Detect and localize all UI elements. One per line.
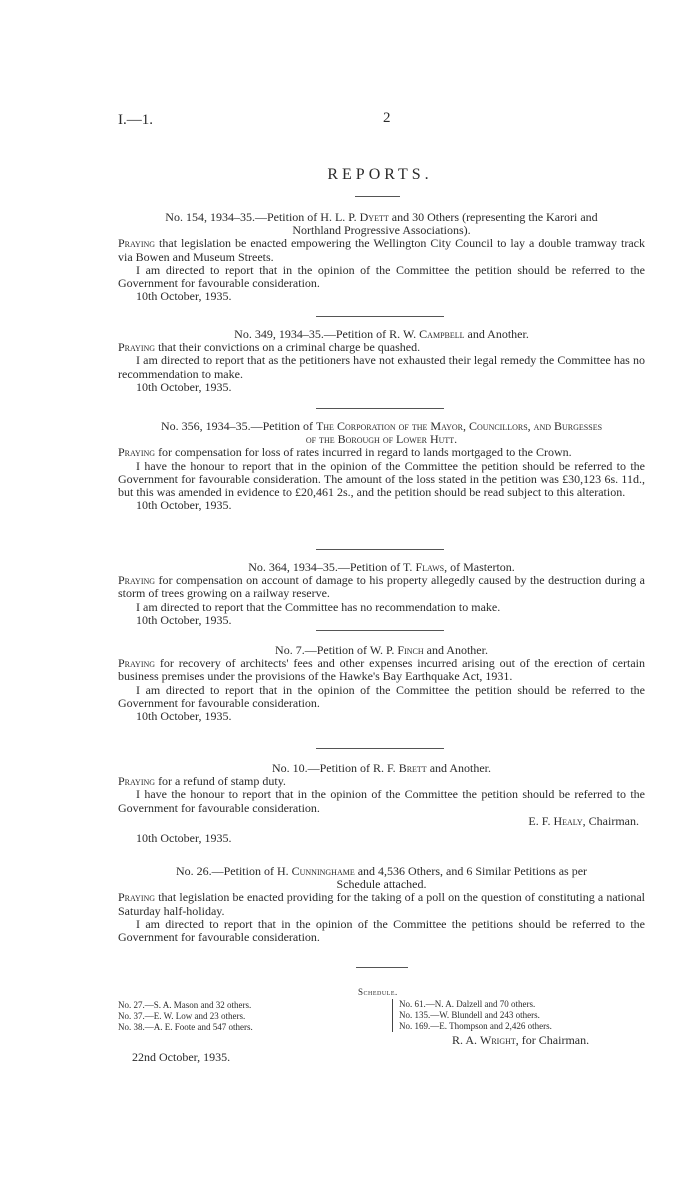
report-date: 10th October, 1935. [136, 831, 232, 846]
divider [355, 196, 400, 197]
petition-heading: No. 7.—Petition of W. P. Finch and Another. [275, 643, 488, 657]
schedule-date: 22nd October, 1935. [132, 1050, 231, 1064]
praying-text: Praying that legislation be enacted empowering the Wellington City Council to lay a double tramway track via Bowen and Museum Streets. [118, 236, 645, 264]
schedule-item: No. 61.—N. A. Dalzell and 70 others. [399, 999, 536, 1009]
petition-26 [118, 865, 645, 944]
divider [356, 967, 408, 968]
praying-text: Praying for recovery of architects' fees and other expenses incurred arising out of the erection of certain business premises under the provisions of the Hawke's Bay Earthquake Act, 1931. [118, 656, 645, 684]
schedule-item: No. 135.—W. Blundell and 243 others. [399, 1010, 540, 1020]
report-date: 10th October, 1935. [136, 289, 232, 304]
petition-364 [118, 561, 645, 627]
schedule-right-column [392, 999, 552, 1032]
divider [316, 748, 444, 749]
report-text: I am directed to report that in the opinion of the Committee the petition should be referred to the Government for favourable consideration. [118, 262, 645, 291]
petition-heading-cont: Schedule attached. [336, 877, 427, 892]
report-date: 10th October, 1935. [136, 612, 232, 627]
petition-154 [118, 211, 645, 303]
report-text: I am directed to report that as the petitioners have not exhausted their legal remedy the Committee has no recommendation to make. [118, 353, 645, 381]
report-date: 10th October, 1935. [136, 498, 232, 513]
page-title: REPORTS. [327, 166, 433, 183]
report-text: I am directed to report that in the opinion of the Committee the petition should be referred to the Government for favourable consideration. [118, 682, 645, 710]
praying-text: Praying for compensation on account of damage to his property allegedly caused by the destruction during a storm of trees growing on a railway reserve. [118, 573, 645, 601]
petition-heading: No. 10.—Petition of R. F. Brett and Another. [271, 761, 492, 775]
report-text: I am directed to report that in the opinion of the Committee the petitions should be referred to the Government for favourable consideration. [118, 916, 645, 945]
petition-356 [118, 420, 645, 512]
schedule-signature: R. A. Wright, for Chairman. [452, 1033, 590, 1047]
praying-text: Praying for a refund of stamp duty. [118, 774, 286, 789]
petition-heading: No. 26.—Petition of H. Cunninghame and 4,536 Others, and 6 Similar Petitions as per [175, 864, 588, 878]
chairman-signature: E. F. Healy, Chairman. [528, 813, 639, 828]
petition-heading-cont: of the Borough of Lower Hutt. [305, 432, 458, 447]
report-text: I have the honour to report that in the opinion of the Committee the petition should be referred to the Government for favourable consideration. The amount of the loss stated in the petition was £30,123 6s. 11d., but this was amended in evidence to £20,461 2s., and the petition should be read subject to this alteration. [118, 458, 645, 500]
praying-text: Praying that legislation be enacted providing for the taking of a poll on the question of constituting a national Saturday half-holiday. [118, 890, 645, 918]
schedule-item: No. 27.—S. A. Mason and 32 others. [118, 1000, 252, 1010]
page-number: 2 [383, 110, 391, 126]
petition-349 [118, 328, 645, 394]
divider [316, 549, 444, 550]
petition-heading: No. 154, 1934–35.—Petition of H. L. P. Dyett and 30 Others (representing the Karori and [165, 210, 598, 224]
schedule-item: No. 38.—A. E. Foote and 547 others. [118, 1022, 253, 1032]
schedule-item: No. 37.—E. W. Low and 23 others. [118, 1011, 246, 1021]
petition-10 [118, 762, 645, 845]
divider [316, 408, 444, 409]
petition-heading-cont: Northland Progressive Associations). [292, 223, 471, 238]
petition-7 [118, 644, 645, 723]
praying-text: Praying for compensation for loss of rates incurred in regard to lands mortgaged to the Crown. [118, 445, 572, 460]
report-date: 10th October, 1935. [136, 379, 232, 394]
report-text: I have the honour to report that in the opinion of the Committee the petition should be referred to the Government for favourable consideration. [118, 787, 645, 815]
petition-heading: No. 364, 1934–35.—Petition of T. Flaws, of Masterton. [248, 560, 515, 574]
petition-heading: No. 349, 1934–35.—Petition of R. W. Campbell and Another. [234, 327, 529, 341]
report-text: I am directed to report that the Committee has no recommendation to make. [136, 599, 501, 614]
paper-reference: I.—1. [118, 112, 153, 128]
divider [316, 630, 444, 631]
praying-text: Praying that their convictions on a criminal charge be quashed. [118, 340, 421, 355]
schedule-item: No. 169.—E. Thompson and 2,426 others. [399, 1021, 552, 1031]
petition-heading: No. 356, 1934–35.—Petition of The Corporation of the Mayor, Councillors, and Burgesses [160, 419, 603, 433]
report-date: 10th October, 1935. [136, 709, 232, 724]
schedule-left-column [118, 1000, 253, 1033]
divider [316, 316, 444, 317]
schedule-title: Schedule. [358, 987, 398, 997]
